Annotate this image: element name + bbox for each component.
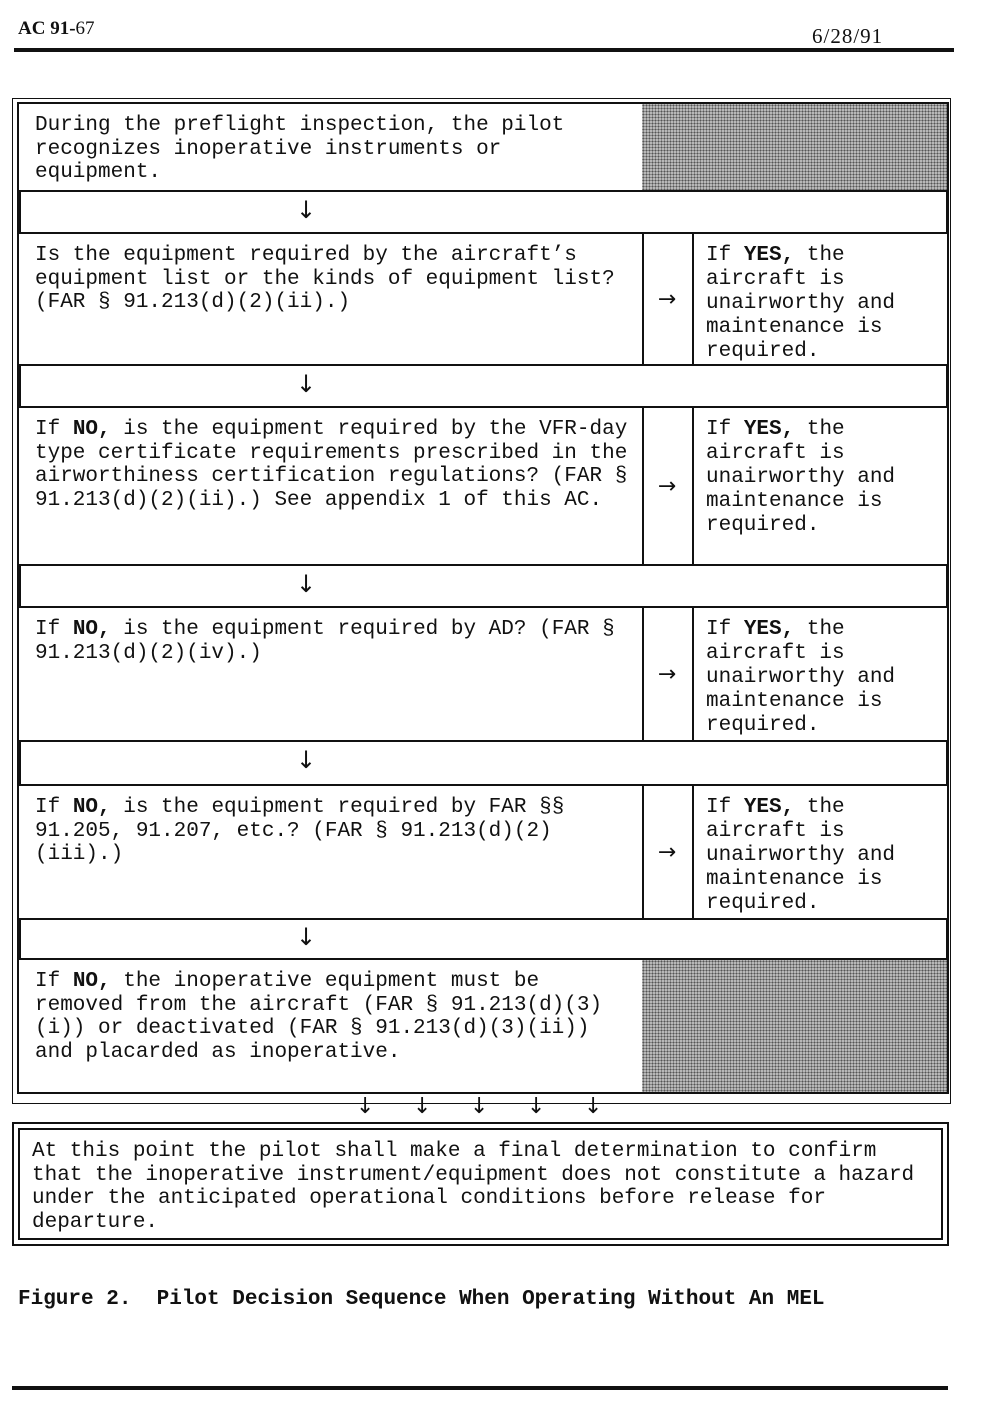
step-answer: If YES, the aircraft is unairworthy and maintenance is required. (692, 784, 949, 920)
down-arrow-icon: ↓ (356, 1094, 375, 1119)
final-determination-text: At this point the pilot shall make a final determination to confirm that the inoperative instrument/equipment does not constitute a hazard under the anticipated operational conditions before release for departure. (18, 1128, 943, 1240)
flow-start-row (17, 102, 949, 192)
connector-gap (17, 742, 949, 784)
flow-step-row (17, 606, 949, 742)
doc-number: AC 91-67 (18, 18, 95, 39)
flow-end-text: If NO, the inoperative equipment must be removed from the aircraft (FAR § 91.213(d)(3)(i)) or deactivated (FAR § 91.213(d)(3)(ii)) and placarded as inoperative. (17, 958, 644, 1094)
flow-start-text: During the preflight inspection, the pilot recognizes inoperative instruments or equipment. (17, 102, 644, 192)
down-arrow-icon: ↓ (470, 1094, 489, 1119)
step-answer: If YES, the aircraft is unairworthy and maintenance is required. (692, 606, 949, 742)
step-answer: If YES, the aircraft is unairworthy and maintenance is required. (692, 232, 949, 366)
down-arrow-icon: ↓ (413, 1094, 432, 1119)
down-arrow-icon: ↓ (296, 370, 317, 398)
shaded-cell (642, 958, 949, 1094)
flow-step-row (17, 406, 949, 566)
right-arrow-icon: → (642, 606, 694, 742)
shaded-cell (642, 102, 949, 192)
down-arrow-icon: ↓ (296, 923, 317, 951)
down-arrow-icon: ↓ (584, 1094, 603, 1119)
step-question: If NO, is the equipment required by FAR §§ 91.205, 91.207, etc.? (FAR § 91.213(d)(2)(iii).) (17, 784, 644, 920)
step-question: Is the equipment required by the aircraft’s equipment list or the kinds of equipment list? (FAR § 91.213(d)(2)(ii).) (17, 232, 644, 366)
doc-date: 6/28/91 (812, 24, 884, 48)
figure-caption: Figure 2. Pilot Decision Sequence When Operating Without An MEL (18, 1288, 825, 1311)
step-answer: If YES, the aircraft is unairworthy and maintenance is required. (692, 406, 949, 566)
connector-gap (17, 920, 949, 960)
down-arrow-icon: ↓ (296, 746, 317, 774)
flow-step-row (17, 784, 949, 920)
flow-step-row (17, 232, 949, 366)
step-question: If NO, is the equipment required by AD? (FAR § 91.213(d)(2)(iv).) (17, 606, 644, 742)
connector-gap (17, 192, 949, 232)
right-arrow-icon: → (642, 406, 694, 566)
connector-gap (17, 366, 949, 406)
header-rule (14, 48, 954, 52)
flow-end-row (17, 958, 949, 1094)
footer-rule (12, 1386, 948, 1390)
step-question: If NO, is the equipment required by the VFR-day type certificate requirements prescribed in the airworthiness certification regulations? (FAR § 91.213(d)(2)(ii).) See appendix 1 of this AC. (17, 406, 644, 566)
final-determination-box (12, 1122, 949, 1246)
right-arrow-icon: → (642, 784, 694, 920)
right-arrow-icon: → (642, 232, 694, 366)
connector-gap (17, 566, 949, 606)
down-arrow-icon: ↓ (296, 196, 317, 224)
down-arrow-icon: ↓ (527, 1094, 546, 1119)
down-arrow-icon: ↓ (296, 570, 317, 598)
